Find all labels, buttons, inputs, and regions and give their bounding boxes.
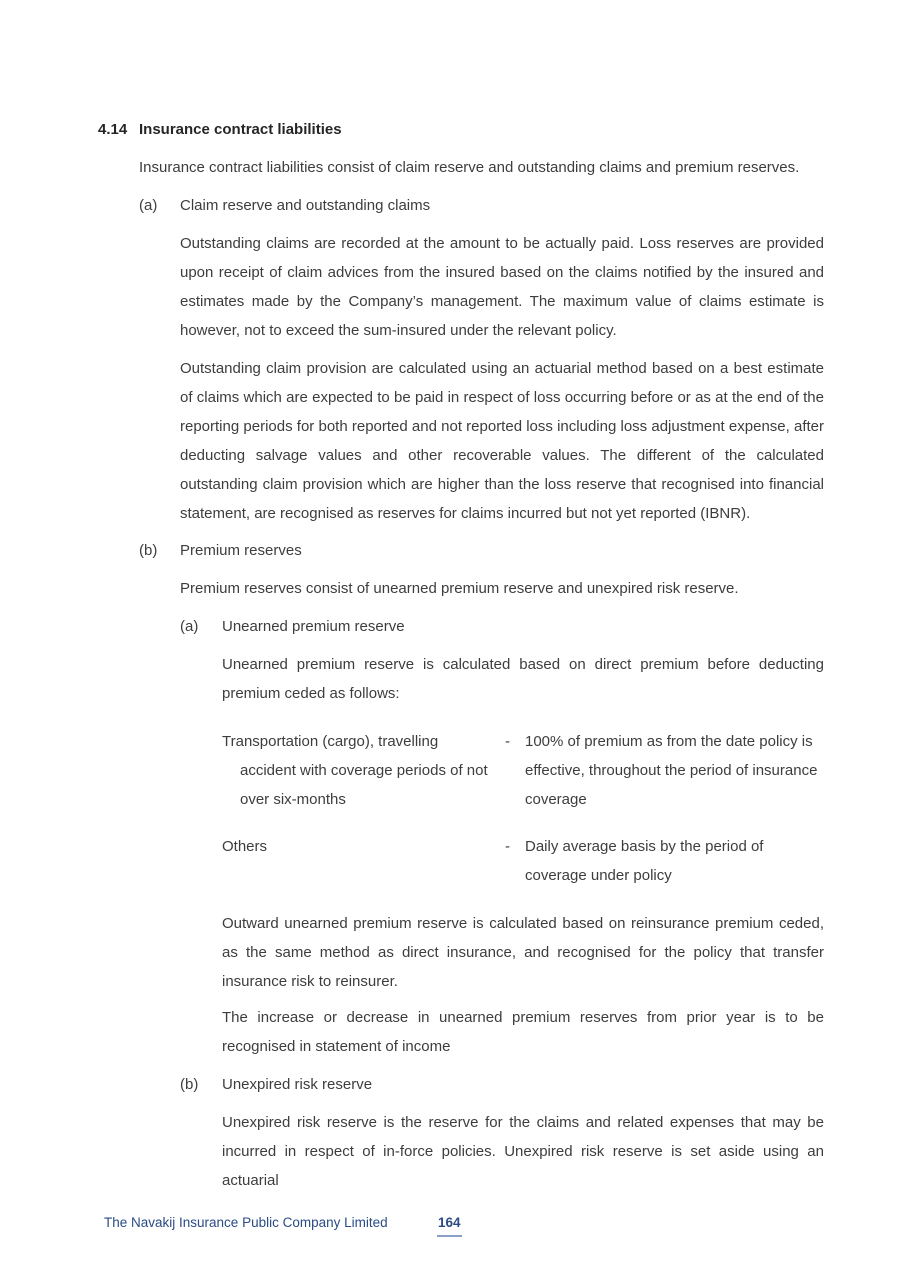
table-cell-dash: - xyxy=(505,733,510,750)
table-row-others xyxy=(222,832,824,890)
item-b-intro-paragraph: Premium reserves consist of unearned premium reserve and unexpired risk reserve. xyxy=(180,580,739,597)
item-a-paragraph-2: Outstanding claim provision are calculated using an actuarial method based on a best estimate of claims which are expected to be paid in respect of loss occurring before or as at the end of the reporting periods for both reported and not reported loss including loss adjustment expense, after deducting salvage values and other recoverable values. The different of the calculated outstanding claim provision which are higher than the loss reserve that recognised into financial statement, are recognised as reserves for claims incurred but not yet reported (IBNR). xyxy=(180,360,824,522)
unearned-premium-paragraph-1: Unearned premium reserve is calculated based on direct premium before deducting premium ceded as follows: xyxy=(222,656,824,702)
sub-item-a-label: (a) xyxy=(180,618,199,635)
section-heading xyxy=(98,115,824,144)
premium-calculation-table xyxy=(222,727,824,890)
table-cell-method: 100% of premium as from the date policy is effective, throughout the period of insurance coverage xyxy=(525,733,818,808)
unexpired-risk-paragraph-1: Unexpired risk reserve is the reserve for the claims and related expenses that may be incurred in respect of in-force policies. Unexpired risk reserve is set aside using an actuarial xyxy=(222,1114,824,1189)
item-b-heading xyxy=(139,536,824,565)
item-a-title: Claim reserve and outstanding claims xyxy=(180,197,431,214)
table-cell-item: Transportation (cargo), travelling accident with coverage periods of not over six-months xyxy=(222,733,488,808)
sub-item-a-title: Unearned premium reserve xyxy=(222,618,405,635)
page-footer xyxy=(104,1214,824,1232)
sub-item-a-heading xyxy=(180,612,824,641)
section-intro-paragraph: Insurance contract liabilities consist of claim reserve and outstanding claims and premium reserves. xyxy=(139,159,800,176)
item-b-title: Premium reserves xyxy=(180,542,302,559)
section-content xyxy=(98,115,824,1195)
section-number: 4.14 xyxy=(98,121,128,138)
unearned-premium-paragraph-3: The increase or decrease in unearned premium reserves from prior year is to be recognised in statement of income xyxy=(222,1009,824,1055)
footer-company-name: The Navakij Insurance Public Company Limited xyxy=(104,1215,388,1230)
table-cell-item: Others xyxy=(222,838,268,855)
table-cell-dash: - xyxy=(505,838,510,855)
item-b-label: (b) xyxy=(139,542,158,559)
item-a-paragraph-1: Outstanding claims are recorded at the amount to be actually paid. Loss reserves are provided upon receipt of claim advices from the insured based on the claims notified by the insured and estimates made by the Company’s management. The maximum value of claims estimate is however, not to exceed the sum-insured under the relevant policy. xyxy=(180,235,824,339)
table-row-transportation xyxy=(222,727,824,814)
sub-item-b-title: Unexpired risk reserve xyxy=(222,1076,373,1093)
unearned-premium-paragraph-2: Outward unearned premium reserve is calculated based on reinsurance premium ceded, as the same method as direct insurance, and recognised for the policy that transfer insurance risk to reinsurer. xyxy=(222,915,824,990)
table-cell-method: Daily average basis by the period of coverage under policy xyxy=(525,838,764,884)
item-a-label: (a) xyxy=(139,197,158,214)
item-a-heading xyxy=(139,191,824,220)
section-title: Insurance contract liabilities xyxy=(139,121,342,138)
page-number: 164 xyxy=(437,1214,462,1237)
sub-item-b-label: (b) xyxy=(180,1076,199,1093)
sub-item-b-heading xyxy=(180,1070,824,1099)
